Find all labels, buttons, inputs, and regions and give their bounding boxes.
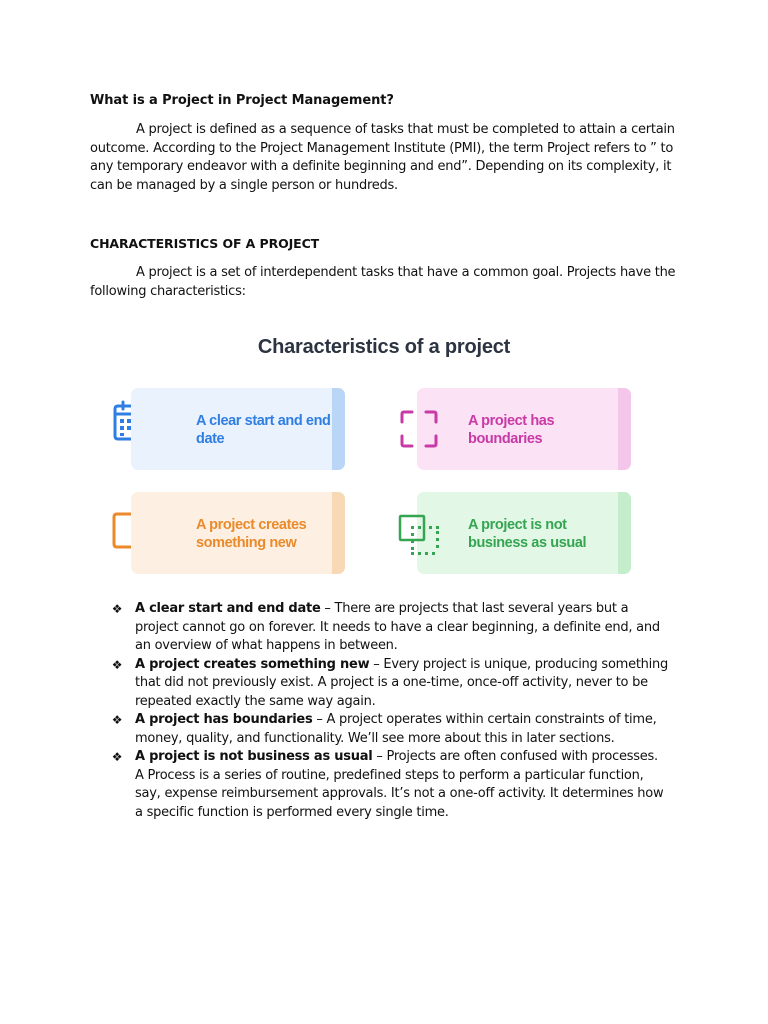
list-item-text: – There are projects that last several years but a project cannot go on forever. It needs to have a clear beginning, a definite end, and an overview of what happens in between. bbox=[135, 601, 660, 653]
intro-paragraph-text: A project is defined as a sequence of tasks that must be completed to attain a certain outcome. According to the Project Management Institute (PMI), the term Project refers to ” to any temporary endeavor with a definite beginning and end”. Depending on its complexity, it can be managed by a single person or hundreds. bbox=[90, 122, 675, 193]
list-item-text: – Every project is unique, producing something that did not previously exist. A project is a one-time, once-off activity, never to be repeated exactly the same way again. bbox=[135, 656, 669, 709]
card-accent-bar bbox=[332, 492, 345, 574]
diamond-bullet-icon: ❖ bbox=[111, 657, 123, 672]
card-label: A project is not business as usual bbox=[468, 517, 587, 551]
list-item bbox=[110, 711, 670, 748]
characteristics-paragraph bbox=[90, 264, 690, 301]
card-something-new bbox=[131, 492, 345, 574]
card-accent-bar bbox=[618, 388, 631, 470]
characteristics-list bbox=[110, 600, 670, 822]
section-heading-characteristics: CHARACTERISTICS OF A PROJECT bbox=[90, 236, 320, 251]
list-item-term: A project creates something new bbox=[135, 656, 370, 672]
list-item-text: – Projects are often confused with processes. A Process is a series of routine, predefined steps to perform a particular function, say, expense reimbursement approvals. It’s not a one-off activity. It determines how a specific function is performed every single time. bbox=[135, 749, 664, 820]
diamond-bullet-icon: ❖ bbox=[111, 713, 123, 727]
list-item-term: A project has boundaries bbox=[135, 712, 313, 727]
card-accent-bar bbox=[332, 388, 345, 470]
intro-paragraph bbox=[90, 121, 690, 195]
card-accent-bar bbox=[618, 492, 631, 574]
list-item-term: A project is not business as usual bbox=[135, 749, 373, 764]
characteristics-paragraph-text: A project is a set of interdependent tasks that have a common goal. Projects have the following characteristics: bbox=[90, 265, 676, 299]
list-item bbox=[110, 748, 670, 822]
card-label: A clear start and end date bbox=[196, 413, 331, 447]
card-not-business-as-usual bbox=[417, 492, 631, 574]
figure-title: Characteristics of a project bbox=[257, 336, 511, 358]
corner-brackets-icon bbox=[400, 410, 438, 448]
dotted-squares-icon bbox=[398, 514, 440, 556]
card-label: A project has boundaries bbox=[468, 413, 555, 447]
card-label: A project creates something new bbox=[196, 517, 307, 551]
list-item-text: – A project operates within certain constraints of time, money, quality, and functionality. We’ll see more about this in later sections. bbox=[135, 712, 657, 746]
list-item bbox=[110, 600, 670, 656]
card-start-end-date bbox=[131, 388, 345, 470]
diamond-bullet-icon: ❖ bbox=[111, 750, 123, 764]
list-item bbox=[110, 656, 670, 712]
section-heading-what-is-project: What is a Project in Project Management? bbox=[90, 93, 394, 108]
list-item-term: A clear start and end date bbox=[135, 601, 321, 616]
diamond-bullet-icon: ❖ bbox=[111, 602, 123, 616]
card-boundaries bbox=[417, 388, 631, 470]
